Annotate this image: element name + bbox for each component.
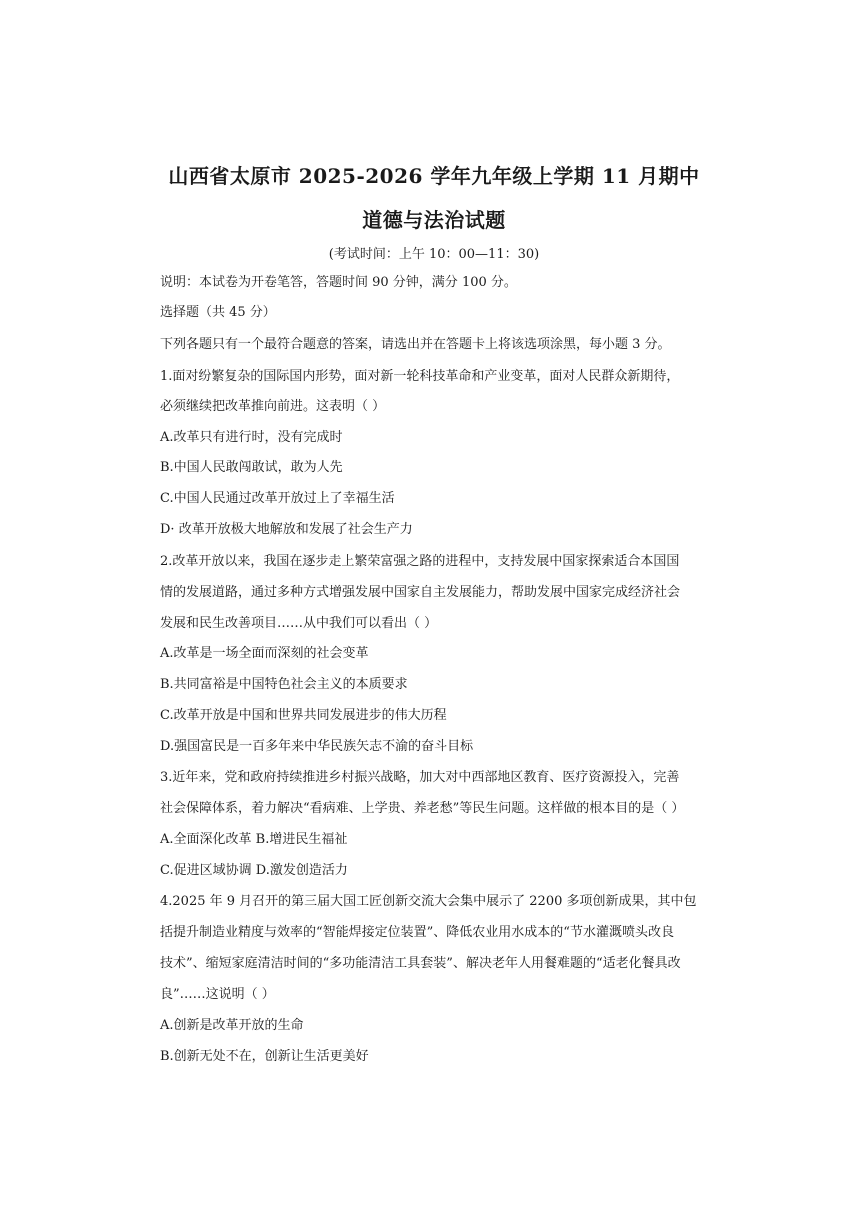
section-note: 下列各题只有一个最符合题意的答案，请选出并在答题卡上将该选项涂黑，每小题 3 分。 [160, 337, 671, 352]
exam-title-line2: 道德与法治试题 [362, 208, 506, 232]
question-2-option-b: B.共同富裕是中国特色社会主义的本质要求 [160, 677, 408, 692]
question-1-stem-line-2: 必须继续把改革推向前进。这表明（ ） [160, 399, 386, 414]
question-3-option-ab: A.全面深化改革 B.增进民生福祉 [160, 832, 348, 847]
exam-title-line1: 山西省太原市 2025-2026 学年九年级上学期 11 月期中 [168, 164, 700, 188]
question-1-option-c: C.中国人民通过改革开放过上了幸福生活 [160, 491, 395, 506]
question-3-stem-line-1: 3.近年来，党和政府持续推进乡村振兴战略，加大对中西部地区教育、医疗资源投入，完善 [160, 770, 680, 785]
question-3-stem-line-2: 社会保障体系，着力解决“看病难、上学贵、养老愁”等民生问题。这样做的根本目的是（ ） [160, 801, 685, 816]
question-4-stem-line-1: 4.2025 年 9 月召开的第三届大国工匠创新交流大会集中展示了 2200 多项创新成果，其中包 [160, 894, 697, 909]
question-4-stem-line-3: 技术”、缩短家庭清洁时间的“多功能清洁工具套装”、解决老年人用餐难题的“适老化餐具改 [160, 956, 681, 971]
question-1-option-a: A.改革只有进行时，没有完成时 [160, 430, 343, 445]
question-4-stem-line-2: 括提升制造业精度与效率的“智能焊接定位装置”、降低农业用水成本的“节水灌溉喷头改良 [160, 925, 674, 940]
exam-time: (考试时间：上午 10：00—11：30) [328, 247, 540, 262]
question-2-stem-line-3: 发展和民生改善项目……从中我们可以看出（ ） [160, 616, 438, 631]
question-2-stem-line-2: 情的发展道路，通过多种方式增强发展中国家自主发展能力，帮助发展中国家完成经济社会 [160, 585, 681, 600]
question-4-stem-line-4: 良”……这说明（ ） [160, 987, 275, 1002]
question-2-option-c: C.改革开放是中国和世界共同发展进步的伟大历程 [160, 708, 447, 723]
question-2-option-a: A.改革是一场全面而深刻的社会变革 [160, 646, 369, 661]
question-3-option-cd: C.促进区域协调 D.激发创造活力 [160, 863, 348, 878]
section-title: 选择题（共 45 分） [160, 305, 276, 320]
question-4-option-b: B.创新无处不在，创新让生活更美好 [160, 1049, 369, 1064]
instructions-text: 说明：本试卷为开卷笔答，答题时间 90 分钟，满分 100 分。 [160, 275, 517, 290]
question-2-option-d: D.强国富民是一百多年来中华民族矢志不渝的奋斗目标 [160, 739, 474, 754]
question-1-option-d: D· 改革开放极大地解放和发展了社会生产力 [160, 522, 413, 537]
question-1-stem-line-1: 1.面对纷繁复杂的国际国内形势，面对新一轮科技革命和产业变革，面对人民群众新期待， [160, 369, 680, 384]
question-2-stem-line-1: 2.改革开放以来，我国在逐步走上繁荣富强之路的进程中，支持发展中国家探索适合本国国 [160, 554, 680, 569]
question-4-option-a: A.创新是改革开放的生命 [160, 1018, 304, 1033]
question-1-option-b: B.中国人民敢闯敢试，敢为人先 [160, 460, 343, 475]
